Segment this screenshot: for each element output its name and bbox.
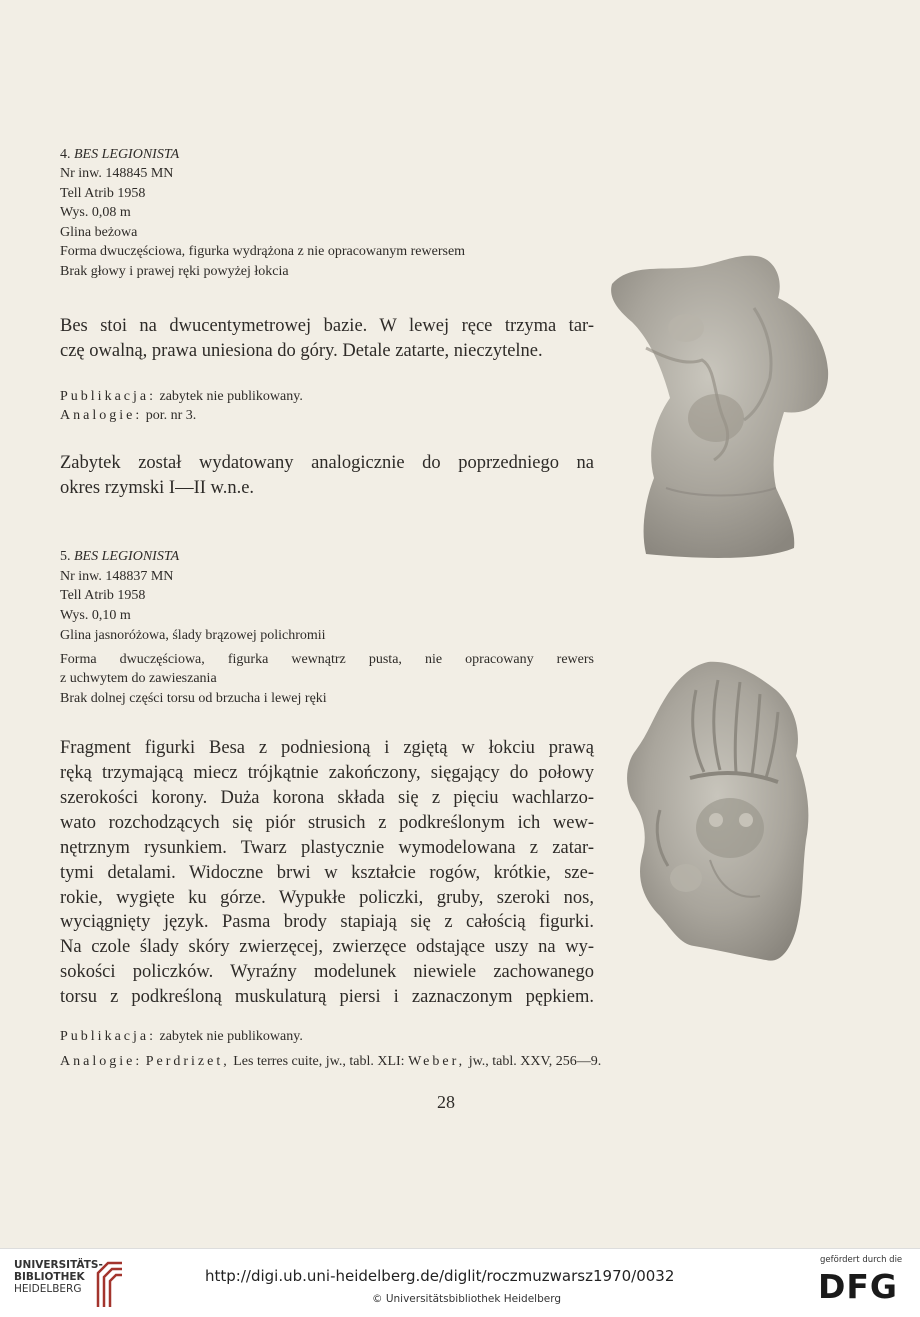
entry5-title: BES LEGIONISTA <box>74 549 180 564</box>
library-logo-icon <box>94 1257 126 1311</box>
bes-figurine-photo-2 <box>620 660 826 966</box>
entry4-clay: Glina beżowa <box>60 225 138 240</box>
copyright-notice: © Universitätsbibliothek Heidelberg <box>372 1293 562 1305</box>
entry4-analogy: Analogie: por. nr 3. <box>60 408 197 423</box>
entry5-heading <box>60 547 179 567</box>
entry5-site: Tell Atrib 1958 <box>60 588 146 603</box>
entry5-description-line: Fragment figurki Besa z podniesioną i zgiętą w łokciu prawą <box>60 738 594 758</box>
bes-figurine-photo-1 <box>606 248 836 563</box>
entry5-description-line: szerokości korony. Duża korona składa się z pięciu wachlarzo- <box>60 788 594 808</box>
entry4-dating-line: Zabytek został wydatowany analogicznie do poprzedniego na <box>60 453 594 473</box>
page-number: 28 <box>437 1092 455 1112</box>
entry4-height: Wys. 0,08 m <box>60 205 131 220</box>
funded-by-label: gefördert durch die <box>820 1255 903 1265</box>
entry5-height: Wys. 0,10 m <box>60 608 131 623</box>
entry5-description-line: tymi detalami. Widoczne brwi w kształcie rogów, krótkie, sze- <box>60 863 594 883</box>
entry5-clay: Glina jasnoróżowa, ślady brązowej polichromii <box>60 628 326 643</box>
entry5-description-line: rokie, wygięte ku górze. Wypukłe policzki, gruby, szeroki nos, <box>60 888 594 908</box>
entry4-inventory: Nr inw. 148845 MN <box>60 166 174 181</box>
entry5-description-line: wato rozchodzących się piór strusich z podkreślonym ich wew- <box>60 813 594 833</box>
entry5-form-line: Forma dwuczęściowa, figurka wewnątrz pusta, nie opracowany rewers <box>60 652 594 667</box>
entry5-description-line: sokości policzków. Wyraźny modelunek niewiele zachowanego <box>60 962 594 982</box>
entry5-damage: Brak dolnej części torsu od brzucha i lewej ręki <box>60 691 327 706</box>
entry5-description-line: wyciągnięty język. Pasma brody stapiają się z całością figurki. <box>60 912 594 932</box>
entry5-publication: Publikacja: zabytek nie publikowany. <box>60 1029 303 1044</box>
library-name: UNIVERSITÄTS- BIBLIOTHEK HEIDELBERG <box>14 1259 103 1295</box>
digitization-footer <box>0 1248 920 1317</box>
entry5-analogy: Analogie: Perdrizet, Les terres cuite, jw., tabl. XLI: Weber, jw., tabl. XXV, 256—9. <box>60 1054 602 1069</box>
entry5-description-line: nętrznym rysunkiem. Twarz plastycznie wymodelowana z zatar- <box>60 838 594 858</box>
entry4-description-line: czę owalną, prawa uniesiona do góry. Detale zatarte, nieczytelne. <box>60 341 543 361</box>
entry5-inventory: Nr inw. 148837 MN <box>60 569 174 584</box>
entry4-form: Forma dwuczęściowa, figurka wydrążona z nie opracowanym rewersem <box>60 244 466 259</box>
entry4-site: Tell Atrib 1958 <box>60 186 146 201</box>
entry4-damage: Brak głowy i prawej ręki powyżej łokcia <box>60 264 289 279</box>
entry4-heading <box>60 145 179 165</box>
entry4-description-line: Bes stoi na dwucentymetrowej bazie. W lewej ręce trzyma tar- <box>60 316 594 336</box>
entry5-description-line: torsu z podkreśloną muskulaturą piersi i zaznaczonym pępkiem. <box>60 987 594 1007</box>
entry4-number: 4. <box>60 147 71 162</box>
entry5-description-line: ręką trzymającą miecz trójkątnie zakończony, sięgający do połowy <box>60 763 594 783</box>
entry4-dating-line: okres rzymski I—II w.n.e. <box>60 478 255 498</box>
entry5-description-line: Na czole ślady skóry zwierzęcej, zwierzęce odstające uszy na wy- <box>60 937 594 957</box>
permalink-url[interactable]: http://digi.ub.uni-heidelberg.de/diglit/roczmuzwarsz1970/0032 <box>205 1267 675 1285</box>
entry4-publication: Publikacja: zabytek nie publikowany. <box>60 389 303 404</box>
entry5-number: 5. <box>60 549 71 564</box>
dfg-logo: DFG <box>818 1267 899 1306</box>
entry5-form-line: z uchwytem do zawieszania <box>60 671 217 686</box>
entry4-title: BES LEGIONISTA <box>74 147 180 162</box>
